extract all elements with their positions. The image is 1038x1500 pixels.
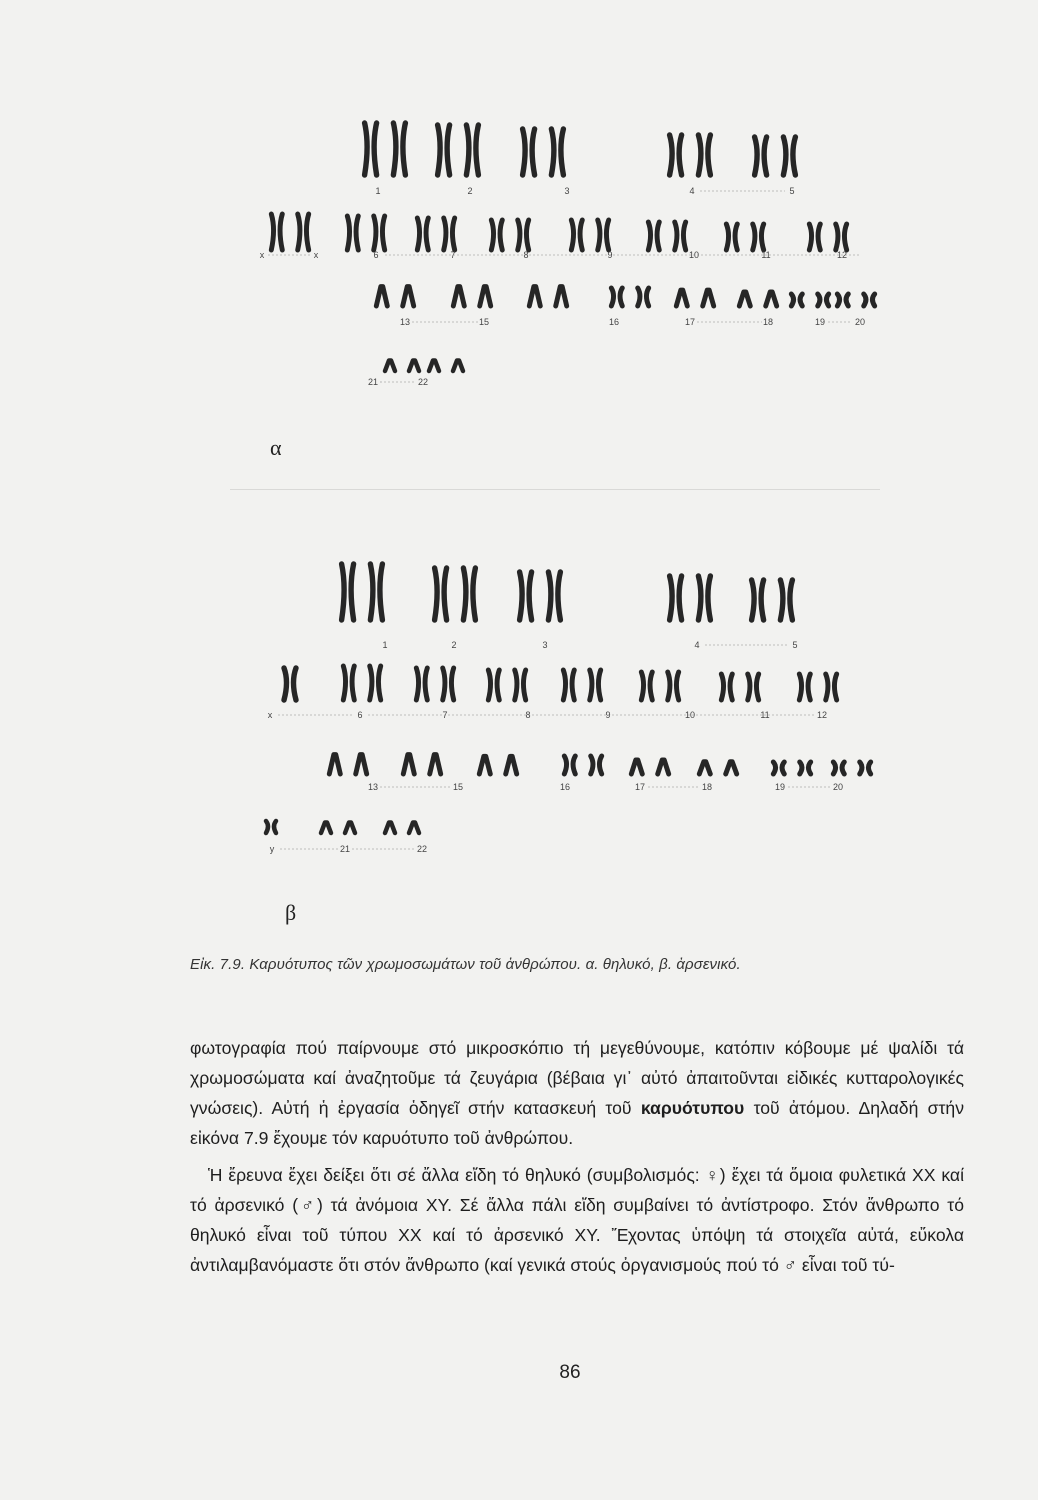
chromosome-pair-row2-7-a — [799, 674, 810, 700]
chromosome-pair-row2-3-a — [488, 670, 499, 700]
chromosome-pair-row2-2-a — [416, 668, 427, 700]
row2-label: 12 — [836, 250, 848, 260]
row2-label: 10 — [688, 250, 700, 260]
chromosome-pair-2-b — [466, 125, 478, 175]
row3-label: 18 — [701, 782, 713, 792]
row1-label: 2 — [467, 186, 473, 196]
chromosome-pair-row3-4-b — [591, 756, 602, 774]
row1-label: 5 — [792, 640, 798, 650]
chromosome-pair-row4-1-b — [409, 360, 419, 371]
row3-label: 18 — [762, 317, 774, 327]
chromosome-pair-row2-5-b — [598, 220, 609, 250]
chromosome-pair-row2-5-a — [571, 220, 582, 250]
chromosome-pair-row2-5-b — [668, 672, 679, 700]
chromosome-pair-row3-6-b — [766, 292, 777, 306]
chromosome-pair-3-b — [551, 129, 563, 175]
row1-label: 4 — [694, 640, 700, 650]
chromosome-pair-row3-7-a — [773, 762, 784, 774]
chromosome-pair-row3-4-a — [611, 288, 622, 306]
panel-label-b: β — [285, 900, 297, 925]
row2-label: 8 — [523, 250, 529, 260]
chromosome-pair-row4-1-a — [385, 360, 395, 371]
chromosome-pair-row3-2-a — [453, 287, 464, 306]
row2-label: 10 — [684, 710, 696, 720]
chromosome-pair-row2-6-a — [648, 222, 659, 250]
paragraph-1-start: φωτογραφία πού παίρνουμε στό μικροσκόπιο τή μεγεθύνουμε, κατόπιν κόβουμε μέ ψαλίδι τά χρωμοσώματα καί ἀναζητοῦμε τά ζευγάρια (βέβαια γι᾽ αὐτό ἀπαιτοῦνται εἰδικές κυτταρολογικές γνώσεις). Αὐτή ἡ ἐργασία ὁδηγεῖ στήν κατασκευή τοῦ — [190, 1038, 964, 1118]
chromosome-pair-row3-1-a — [376, 287, 387, 306]
panel-divider — [230, 489, 880, 490]
panel-label-a: α — [270, 435, 282, 460]
chromosome-pair-row3-5-b — [658, 760, 669, 774]
row3-label: 19 — [814, 317, 826, 327]
row2-label: 11 — [761, 250, 771, 260]
row2-label: x — [259, 250, 265, 260]
chromosome-pair-row4-2-a — [429, 360, 439, 371]
chromosome-pair-row2-3-b — [444, 218, 455, 250]
chromosome-pair-4-a — [670, 576, 682, 620]
chromosome-pair-row2-4-b — [518, 220, 529, 250]
row3-label: 16 — [559, 782, 571, 792]
chromosome-pair-row2-3-b — [515, 670, 526, 700]
chromosome-pair-row3-4-b — [638, 288, 649, 306]
chromosome-pair-row3-8-a — [837, 294, 848, 306]
chromosome-pair-row3-1-b — [356, 755, 367, 774]
karyotype-panel-female — [0, 120, 1038, 520]
chromosome-pair-row2-7-b — [753, 224, 764, 250]
chromosome-pair-row2-7-a — [726, 224, 737, 250]
chromosome-pair-row2-2-b — [443, 668, 454, 700]
row3-label: 13 — [399, 317, 411, 327]
row1-label: 2 — [451, 640, 457, 650]
row3-label: 13 — [367, 782, 379, 792]
row2-label: 7 — [442, 710, 448, 720]
row4-label: 21 — [339, 844, 351, 854]
chromosome-pair-row2-6-a — [721, 674, 732, 700]
row1-label: 4 — [689, 186, 695, 196]
chromosome-pair-row2-3-a — [417, 218, 428, 250]
row3-label: 20 — [854, 317, 866, 327]
chromosome-pair-row4-1-a — [321, 822, 331, 833]
chromosome-pair-row3-3-b — [506, 756, 517, 774]
chromosome-pair-row2-1-b — [370, 666, 381, 700]
chromosome-pair-5-b — [783, 137, 795, 175]
chromosome-pair-5-a — [752, 580, 764, 620]
chromosome-pair-row4-1-b — [345, 822, 355, 833]
chromosome-pair-row4-2-b — [409, 822, 419, 833]
row2-label: 8 — [525, 710, 531, 720]
chromosome-pair-row2-7-b — [826, 674, 837, 700]
chromosome-pair-3-b — [548, 572, 560, 620]
chromosome-pair-1-a — [365, 123, 377, 175]
chromosome-pair-3-a — [520, 572, 532, 620]
chromosome-pair-5-b — [780, 580, 792, 620]
row1-label: 1 — [375, 186, 381, 196]
chromosome-pair-row3-3-a — [479, 756, 490, 774]
chromosome-pair-row2-1-a — [271, 214, 282, 250]
row3-label: 17 — [684, 317, 696, 327]
paragraph-1-end: τοῦ ἀτόμου. Δηλαδή στήν εἰκόνα 7.9 ἔχουμε τόν καρυότυπο τοῦ ἀνθρώπου. — [190, 1098, 965, 1148]
row3-label: 20 — [832, 782, 844, 792]
row2-label: 6 — [373, 250, 379, 260]
figure-caption: Εἰκ. 7.9. Καρυότυπος τῶν χρωμοσωμάτων τοῦ ἀνθρώπου. α. θηλυκό, β. ἀρσενικό. — [190, 956, 741, 973]
paragraph-2: Ἡ ἔρευνα ἔχει δείξει ὅτι σέ ἄλλα εἴδη τό θηλυκό (συμβολισμός: ♀) ἔχει τά ὅμοια φυλετικά ΧΧ καί τό ἀρσενικό (♂) τά ἀνόμοια ΧΥ. Σέ ἄλλα πάλι εἴδη συμβαίνει τό ἀντίστροφο. Στόν ἄνθρωπο τό θηλυκό εἶναι τοῦ τύπου ΧΧ καί τό ἀρσενικό ΧΥ. Ἔχοντας ὑπόψη τά στοιχεῖα αὐτά, εὔκολα ἀντιλαμβανόμαστε ὅτι στόν ἄνθρωπο (καί γενικά στούς ὀργανισμούς πού τό ♂ εἶναι τοῦ τύ- — [190, 1165, 964, 1275]
row3-label: 19 — [774, 782, 786, 792]
chromosome-pair-row3-5-a — [631, 760, 642, 774]
row4-label: 22 — [417, 377, 429, 387]
chromosome-pair-row4-2-b — [453, 360, 463, 371]
row3-label: 15 — [452, 782, 464, 792]
chromosome-pair-row3-4-a — [564, 756, 575, 774]
chromosome-pair-row3-6-b — [726, 762, 737, 774]
karyotype-female-chromosomes — [0, 120, 1038, 520]
karyotype-panel-male — [0, 560, 1038, 930]
chromosome-pair-row3-3-a — [529, 287, 540, 306]
chromosome-pair-4-b — [698, 135, 710, 175]
chromosome-pair-2-b — [463, 568, 475, 620]
chromosome-pair-row3-8-b — [860, 762, 871, 774]
row2-label: x — [313, 250, 319, 260]
chromosome-pair-row2-2-a — [347, 216, 358, 250]
chromosome-pair-row3-1-b — [403, 287, 414, 306]
row2-label: x — [267, 710, 273, 720]
row1-label: 5 — [789, 186, 795, 196]
page-number: 86 — [559, 1362, 581, 1383]
chromosome-pair-3-a — [523, 129, 535, 175]
chromosome-pair-row2-6-b — [675, 222, 686, 250]
karyotype-male-chromosomes — [0, 560, 1038, 930]
chromosome-pair-row3-6-a — [739, 292, 750, 306]
chromosome-pair-row3-7-b — [818, 294, 829, 306]
row2-label: 12 — [816, 710, 828, 720]
chromosome-pair-row3-8-a — [833, 762, 844, 774]
chromosome-x — [284, 668, 296, 700]
term-karyotype: καρυότυπου — [640, 1098, 745, 1118]
chromosome-pair-row2-6-b — [748, 674, 759, 700]
chromosome-pair-row2-4-a — [563, 670, 574, 700]
row2-label: 9 — [605, 710, 611, 720]
chromosome-pair-row3-2-b — [430, 755, 441, 774]
chromosome-pair-1-b — [370, 564, 382, 620]
chromosome-pair-row3-7-a — [791, 294, 802, 306]
row1-label: 3 — [542, 640, 548, 650]
chromosome-pair-row4-2-a — [385, 822, 395, 833]
body-text — [190, 1033, 964, 1280]
chromosome-pair-1-a — [342, 564, 354, 620]
chromosome-pair-row2-8-a — [809, 224, 820, 250]
chromosome-pair-row2-1-b — [298, 214, 309, 250]
row1-label: 1 — [382, 640, 388, 650]
row4-label: y — [269, 844, 275, 854]
chromosome-pair-5-a — [755, 137, 767, 175]
chromosome-pair-row2-4-b — [590, 670, 601, 700]
chromosome-pair-1-b — [393, 123, 405, 175]
chromosome-pair-row3-1-a — [329, 755, 340, 774]
chromosome-pair-2-a — [438, 125, 450, 175]
chromosome-pair-row3-6-a — [699, 762, 710, 774]
row2-label: 7 — [450, 250, 456, 260]
row3-label: 17 — [634, 782, 646, 792]
chromosome-pair-row3-5-b — [703, 290, 714, 306]
row4-label: 21 — [367, 377, 379, 387]
chromosome-pair-row2-4-a — [491, 220, 502, 250]
chromosome-pair-row3-2-a — [403, 755, 414, 774]
chromosome-pair-row3-3-b — [556, 287, 567, 306]
chromosome-pair-row3-8-b — [864, 294, 875, 306]
chromosome-pair-row3-7-b — [800, 762, 811, 774]
chromosome-pair-row2-1-a — [343, 666, 354, 700]
chromosome-pair-row2-2-b — [374, 216, 385, 250]
row3-label: 16 — [608, 317, 620, 327]
row4-label: 22 — [416, 844, 428, 854]
chromosome-pair-row2-5-a — [641, 672, 652, 700]
chromosome-pair-row3-5-a — [676, 290, 687, 306]
chromosome-pair-2-a — [435, 568, 447, 620]
chromosome-y — [266, 821, 276, 833]
row2-label: 6 — [357, 710, 363, 720]
chromosome-pair-4-a — [670, 135, 682, 175]
paragraph-1 — [190, 1033, 964, 1153]
row2-label: 11 — [760, 710, 770, 720]
chromosome-pair-row3-2-b — [480, 287, 491, 306]
row1-label: 3 — [564, 186, 570, 196]
row2-label: 9 — [607, 250, 613, 260]
row3-label: 15 — [478, 317, 490, 327]
chromosome-pair-4-b — [698, 576, 710, 620]
chromosome-pair-row2-8-b — [836, 224, 847, 250]
